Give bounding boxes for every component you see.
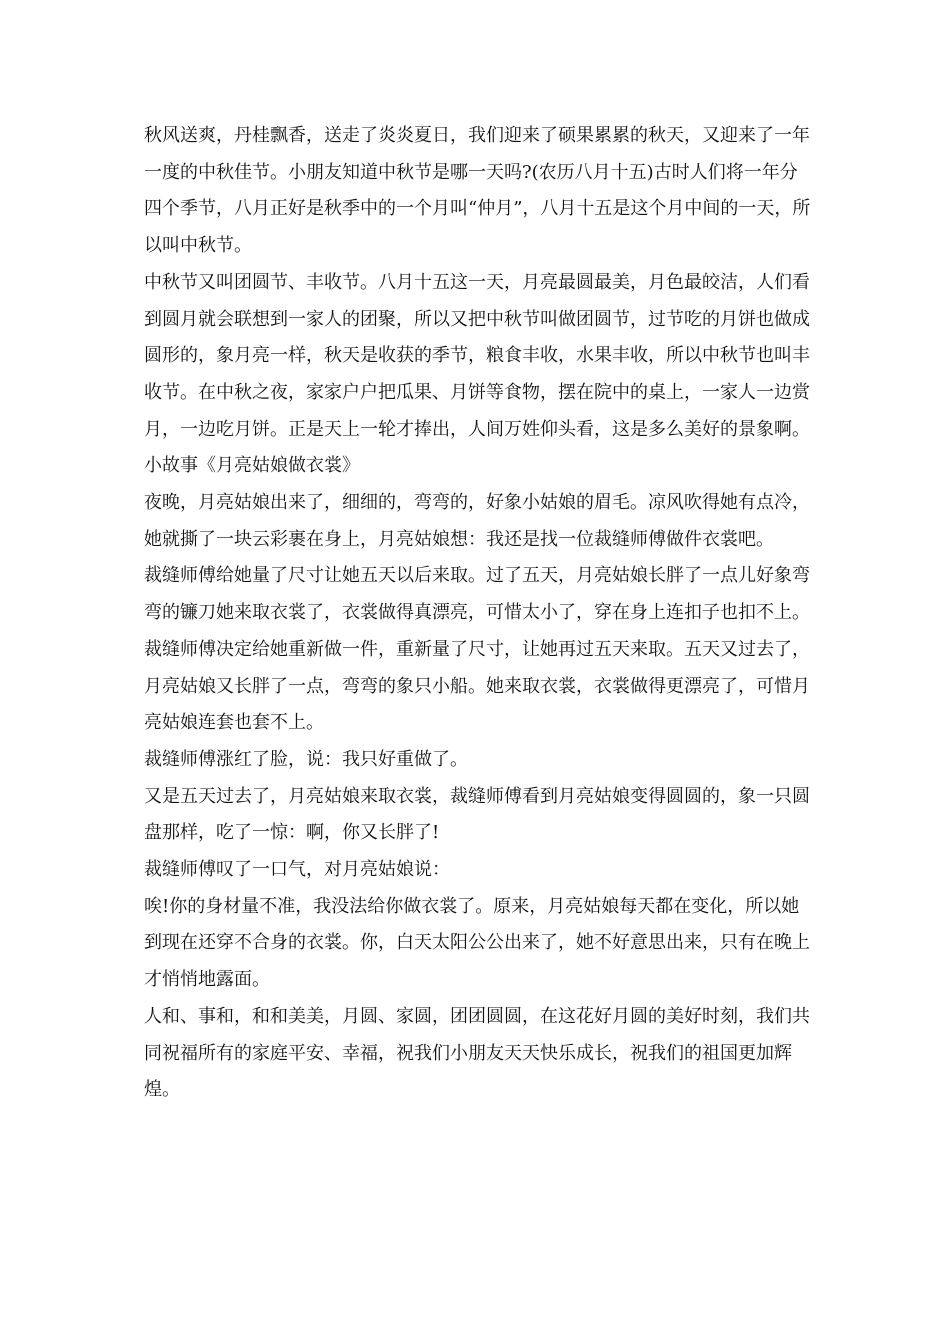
story-title: 小故事《月亮姑娘做衣裳》 bbox=[144, 455, 360, 477]
paragraph-closing: 人和、事和，和和美美，月圆、家圆，团团圆圆，在这花好月圆的美好时刻，我们共同祝福所有的家庭平安、幸福，祝我们小朋友天天快乐成长，祝我们的祖国更加辉煌。 bbox=[144, 1005, 810, 1101]
paragraph-story-4: 裁缝师傅涨红了脸，说：我只好重做了。 bbox=[144, 748, 468, 770]
paragraph-festival-names: 中秋节又叫团圆节、丰收节。八月十五这一天，月亮最圆最美，月色最皎洁，人们看到圆月就会联想到一家人的团聚，所以又把中秋节叫做团圆节，过节吃的月饼也做成圆形的，象月亮一样，秋天是收获的季节，粮食丰收，水果丰收，所以中秋节也叫丰收节。在中秋之夜，家家户户把瓜果、月饼等食物，摆在院中的桌上，一家人一边赏月，一边吃月饼。正是天上一轮才捧出，人间万姓仰头看，这是多么美好的景象啊。 bbox=[144, 271, 810, 440]
paragraph-story-5: 又是五天过去了，月亮姑娘来取衣裳，裁缝师傅看到月亮姑娘变得圆圆的，象一只圆盘那样，吃了一惊：啊，你又长胖了! bbox=[144, 785, 810, 844]
paragraph-story-3: 裁缝师傅决定给她重新做一件，重新量了尺寸，让她再过五天来取。五天又过去了，月亮姑娘又长胖了一点，弯弯的象只小船。她来取衣裳，衣裳做得更漂亮了，可惜月亮姑娘连套也套不上。 bbox=[144, 638, 810, 734]
paragraph-story-2: 裁缝师傅给她量了尺寸让她五天以后来取。过了五天，月亮姑娘长胖了一点儿好象弯弯的镰刀她来取衣裳了，衣裳做得真漂亮，可惜太小了，穿在身上连扣子也扣不上。 bbox=[144, 565, 810, 624]
paragraph-story-6: 裁缝师傅叹了一口气，对月亮姑娘说： bbox=[144, 859, 450, 881]
paragraph-story-1: 夜晚，月亮姑娘出来了，细细的，弯弯的，好象小姑娘的眉毛。凉风吹得她有点冷，她就撕了一块云彩裹在身上，月亮姑娘想：我还是找一位裁缝师傅做件衣裳吧。 bbox=[144, 492, 810, 550]
paragraph-intro: 秋风送爽，丹桂飘香，送走了炎炎夏日，我们迎来了硕果累累的秋天，又迎来了一年一度的中秋佳节。小朋友知道中秋节是哪一天吗?(农历八月十五)古时人们将一年分四个季节，八月正好是秋季中的一个月叫“仲月”，八月十五是这个月中间的一天，所以叫中秋节。 bbox=[144, 125, 811, 257]
document-body bbox=[144, 118, 812, 1109]
paragraph-story-7: 唉!你的身材量不准，我没法给你做衣裳了。原来，月亮姑娘每天都在变化，所以她到现在还穿不合身的衣裳。你，白天太阳公公出来了，她不好意思出来，只有在晚上才悄悄地露面。 bbox=[144, 895, 810, 991]
